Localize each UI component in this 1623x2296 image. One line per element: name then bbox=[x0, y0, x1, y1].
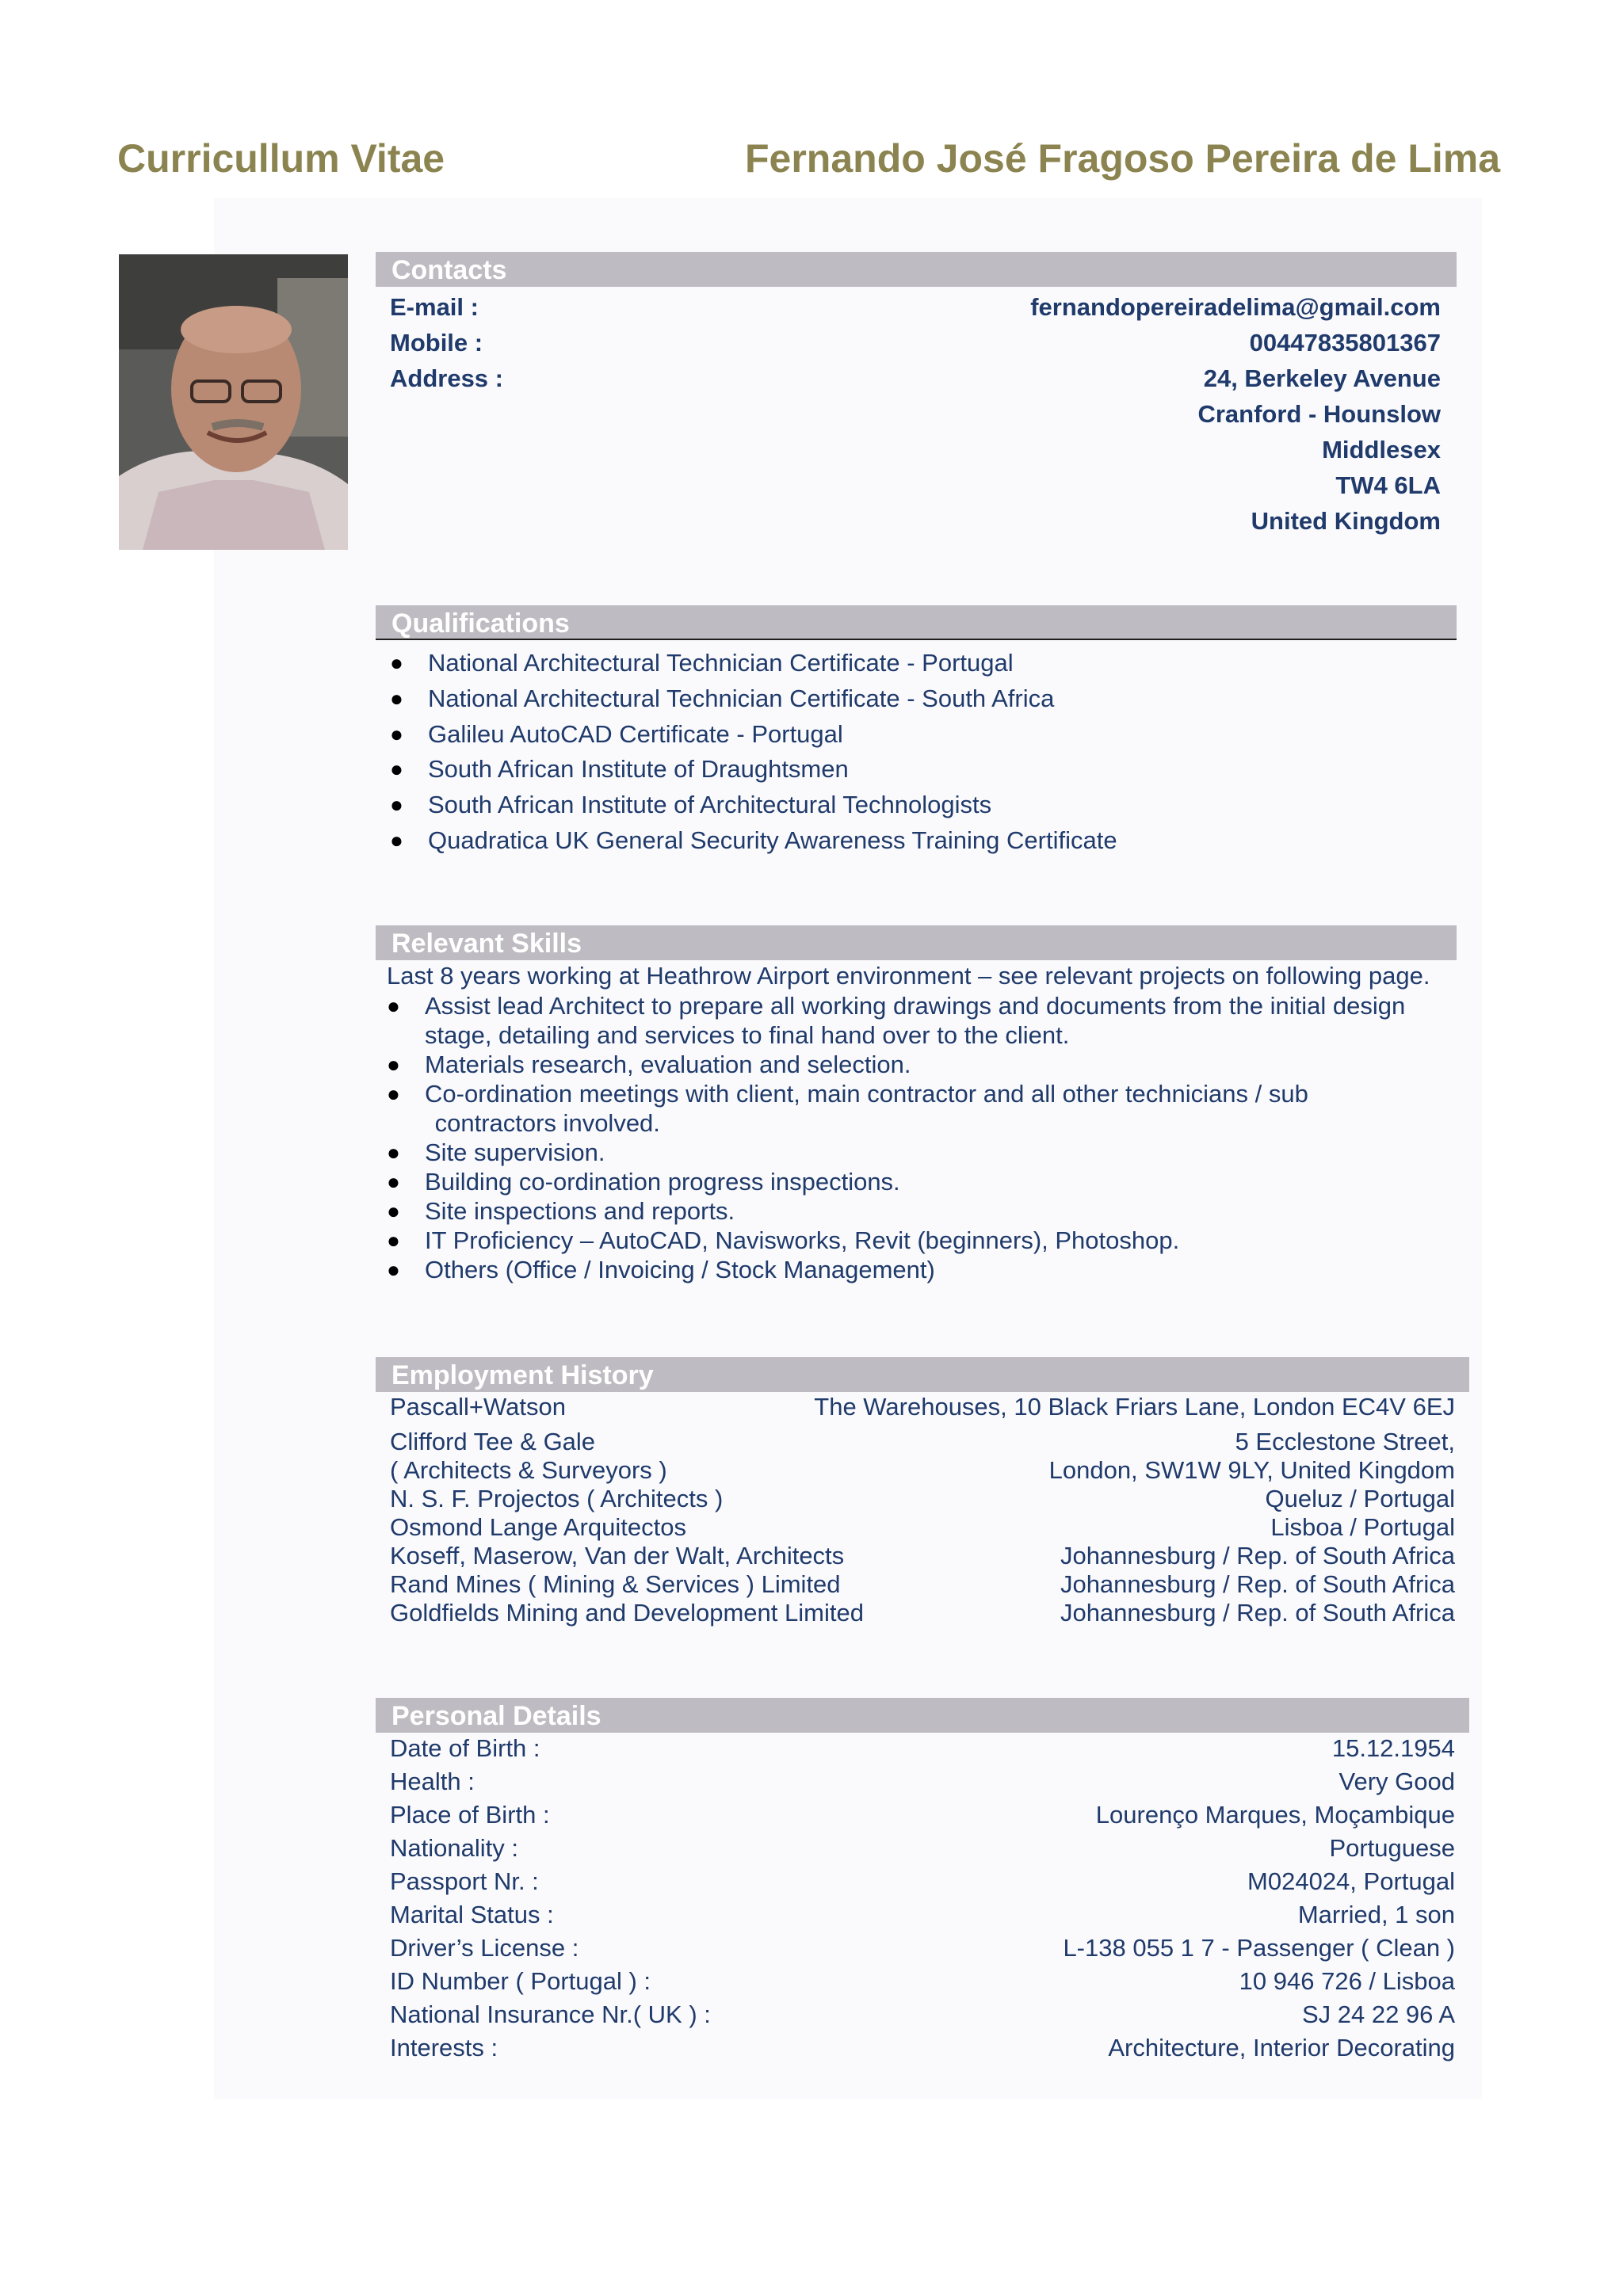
personal-row bbox=[390, 1998, 1455, 2031]
personal-value: 15.12.1954 bbox=[1331, 1734, 1455, 1762]
address-row bbox=[390, 504, 1441, 539]
mobile-row bbox=[390, 326, 1441, 360]
bullet-icon: ● bbox=[387, 1140, 400, 1165]
address-line: 24, Berkeley Avenue bbox=[1203, 364, 1441, 392]
list-item: ● Quadratica UK General Security Awareness Training Certificate bbox=[390, 823, 1117, 859]
employer-name: Goldfields Mining and Development Limited bbox=[390, 1599, 864, 1627]
list-item: ● South African Institute of Draughtsmen bbox=[390, 752, 1117, 788]
address-row bbox=[390, 468, 1441, 503]
email-label: E-mail : bbox=[390, 293, 479, 321]
employment-row bbox=[390, 1599, 1455, 1627]
employer-name: Rand Mines ( Mining & Services ) Limited bbox=[390, 1570, 841, 1598]
candidate-name: Fernando José Fragoso Pereira de Lima bbox=[745, 136, 1501, 181]
bullet-icon: ● bbox=[387, 1052, 400, 1077]
employment-row bbox=[390, 1542, 1455, 1570]
email-value: fernandopereiradelima@gmail.com bbox=[1030, 293, 1441, 321]
bullet-icon: ● bbox=[390, 721, 403, 746]
list-item: ● Others (Office / Invoicing / Stock Management) bbox=[387, 1256, 935, 1283]
employment-row bbox=[390, 1570, 1455, 1599]
address-row bbox=[390, 361, 1441, 396]
bullet-icon: ● bbox=[390, 685, 403, 711]
bullet-icon: ● bbox=[390, 792, 403, 818]
skills-list bbox=[387, 991, 1405, 1284]
personal-value: Very Good bbox=[1338, 1768, 1455, 1795]
skills-intro: Last 8 years working at Heathrow Airport environment – see relevant projects on following page. bbox=[387, 962, 1430, 990]
personal-label: Interests : bbox=[390, 2034, 498, 2061]
personal-row bbox=[390, 1932, 1455, 1965]
bullet-icon: ● bbox=[387, 1081, 400, 1106]
employer-location: London, SW1W 9LY, United Kingdom bbox=[1048, 1456, 1455, 1484]
list-item: ● South African Institute of Architectural Technologists bbox=[390, 788, 1117, 823]
employer-name: Osmond Lange Arquitectos bbox=[390, 1513, 686, 1541]
list-item: ● National Architectural Technician Certificate - South Africa bbox=[390, 681, 1117, 717]
personal-value: Architecture, Interior Decorating bbox=[1108, 2034, 1455, 2061]
employment-row bbox=[390, 1390, 1455, 1425]
personal-label: ID Number ( Portugal ) : bbox=[390, 1967, 651, 1995]
employer-location: Queluz / Portugal bbox=[1265, 1485, 1455, 1512]
personal-row bbox=[390, 1865, 1455, 1898]
personal-heading: Personal Details bbox=[376, 1698, 1469, 1733]
employment-row bbox=[390, 1513, 1455, 1542]
address-row bbox=[390, 397, 1441, 432]
personal-value: L-138 055 1 7 - Passenger ( Clean ) bbox=[1063, 1934, 1455, 1962]
employment-row bbox=[390, 1428, 1455, 1456]
personal-label: Nationality : bbox=[390, 1834, 518, 1862]
address-line: Cranford - Hounslow bbox=[1197, 400, 1441, 428]
personal-row bbox=[390, 1898, 1455, 1932]
list-item: ● Galileu AutoCAD Certificate - Portugal bbox=[390, 717, 1117, 753]
list-item: ● Site inspections and reports. bbox=[387, 1197, 735, 1225]
employer-name: Pascall+Watson bbox=[390, 1393, 566, 1421]
contacts-heading: Contacts bbox=[376, 252, 1457, 287]
employer-location: The Warehouses, 10 Black Friars Lane, London EC4V 6EJ bbox=[814, 1393, 1455, 1421]
personal-label: Passport Nr. : bbox=[390, 1867, 539, 1895]
employer-name: ( Architects & Surveyors ) bbox=[390, 1456, 667, 1484]
employer-name: Koseff, Maserow, Van der Walt, Architects bbox=[390, 1542, 845, 1569]
employer-location: Johannesburg / Rep. of South Africa bbox=[1060, 1599, 1455, 1627]
list-item: ● Assist lead Architect to prepare all working drawings and documents from the initial design stage, detailing and services to final hand over to the client. bbox=[387, 992, 1406, 1049]
personal-label: Place of Birth : bbox=[390, 1801, 550, 1829]
personal-value: Portuguese bbox=[1329, 1834, 1455, 1862]
list-item: ● National Architectural Technician Certificate - Portugal bbox=[390, 646, 1117, 681]
address-label: Address : bbox=[390, 364, 503, 392]
mobile-label: Mobile : bbox=[390, 329, 483, 357]
personal-value: M024024, Portugal bbox=[1247, 1867, 1455, 1895]
personal-row bbox=[390, 1832, 1455, 1865]
employment-row bbox=[390, 1456, 1455, 1485]
list-item: ● Materials research, evaluation and selection. bbox=[387, 1051, 911, 1078]
bullet-icon: ● bbox=[387, 1228, 400, 1253]
list-item: ● IT Proficiency – AutoCAD, Navisworks, Revit (beginners), Photoshop. bbox=[387, 1226, 1180, 1254]
personal-row bbox=[390, 1765, 1455, 1798]
personal-label: Health : bbox=[390, 1768, 475, 1795]
bullet-icon: ● bbox=[387, 1199, 400, 1223]
bullet-icon: ● bbox=[387, 1257, 400, 1282]
qualifications-list bbox=[390, 646, 1117, 859]
personal-row bbox=[390, 2031, 1455, 2065]
personal-value: 10 946 726 / Lisboa bbox=[1239, 1967, 1455, 1995]
mobile-value: 00447835801367 bbox=[1249, 329, 1441, 357]
personal-label: Driver’s License : bbox=[390, 1934, 579, 1962]
list-item: ● Building co-ordination progress inspections. bbox=[387, 1168, 900, 1196]
employer-location: Johannesburg / Rep. of South Africa bbox=[1060, 1570, 1455, 1598]
bullet-icon: ● bbox=[390, 757, 403, 782]
employer-name: Clifford Tee & Gale bbox=[390, 1428, 596, 1455]
personal-value: Married, 1 son bbox=[1297, 1901, 1455, 1928]
bullet-icon: ● bbox=[387, 994, 400, 1018]
bullet-icon: ● bbox=[390, 827, 403, 852]
personal-row bbox=[390, 1965, 1455, 1998]
list-item: ● Site supervision. bbox=[387, 1138, 605, 1166]
address-line: Middlesex bbox=[1322, 436, 1441, 463]
personal-label: National Insurance Nr.( UK ) : bbox=[390, 2000, 711, 2028]
bullet-icon: ● bbox=[390, 650, 403, 675]
document-title: Curricullum Vitae bbox=[117, 136, 445, 181]
skills-heading: Relevant Skills bbox=[376, 925, 1457, 960]
employment-heading: Employment History bbox=[376, 1357, 1469, 1392]
qualifications-heading: Qualifications bbox=[376, 605, 1457, 640]
personal-label: Marital Status : bbox=[390, 1901, 554, 1928]
address-line: United Kingdom bbox=[1251, 507, 1441, 535]
profile-photo bbox=[119, 254, 348, 550]
personal-value: Lourenço Marques, Moçambique bbox=[1095, 1801, 1455, 1829]
personal-label: Date of Birth : bbox=[390, 1734, 540, 1762]
employer-location: Lisboa / Portugal bbox=[1270, 1513, 1455, 1541]
personal-value: SJ 24 22 96 A bbox=[1301, 2000, 1455, 2028]
employment-row bbox=[390, 1485, 1455, 1513]
personal-row bbox=[390, 1798, 1455, 1832]
employer-location: 5 Ecclestone Street, bbox=[1235, 1428, 1455, 1455]
address-line: TW4 6LA bbox=[1335, 471, 1441, 499]
email-row bbox=[390, 290, 1441, 325]
profile-photo-illustration bbox=[119, 254, 348, 550]
employer-name: N. S. F. Projectos ( Architects ) bbox=[390, 1485, 724, 1512]
personal-row bbox=[390, 1732, 1455, 1765]
address-row bbox=[390, 433, 1441, 467]
employer-location: Johannesburg / Rep. of South Africa bbox=[1060, 1542, 1455, 1569]
list-item: ● Co-ordination meetings with client, main contractor and all other technicians / sub contractors involved. bbox=[387, 1080, 1308, 1137]
bullet-icon: ● bbox=[387, 1169, 400, 1194]
